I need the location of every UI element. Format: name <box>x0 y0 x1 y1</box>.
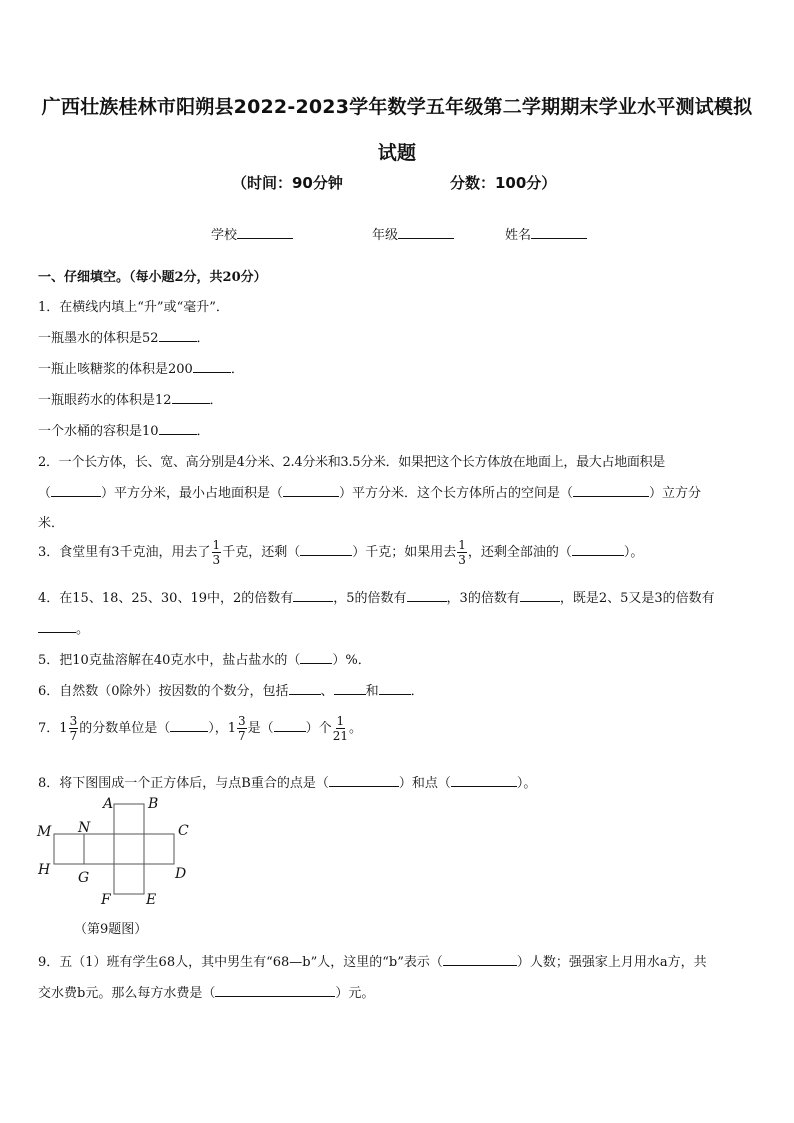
q9-text-a: 9．五（1）班有学生68人，其中男生有“68—b”人，这里的“b”表示（ <box>38 955 443 970</box>
fraction-numerator: 1 <box>458 538 466 552</box>
answer-blank <box>215 984 335 997</box>
label-n: N <box>78 820 91 836</box>
q7-text-f: 。 <box>348 721 362 736</box>
q2-text-b: ）平方分米，最小占地面积是（ <box>101 486 284 501</box>
cube-net-lines <box>54 804 174 894</box>
fraction-denominator: 3 <box>212 553 221 567</box>
fraction-denominator: 21 <box>332 729 348 743</box>
q1-item-d <box>38 420 210 439</box>
fraction-denominator: 7 <box>238 729 246 743</box>
q2-line3: 米． <box>38 516 65 531</box>
label-h: H <box>38 862 51 878</box>
mixed-number-whole: 1 <box>227 721 237 736</box>
mixed-number-whole: 1 <box>59 721 68 736</box>
school-blank <box>237 225 293 239</box>
answer-blank <box>572 543 624 556</box>
q6 <box>38 680 424 699</box>
q3-text-c: ）千克；如果用去 <box>352 545 457 560</box>
q5-text-b: ）%． <box>332 653 371 668</box>
q9-line1 <box>38 951 707 970</box>
fraction-numerator: 1 <box>212 538 221 552</box>
fraction-three-sevenths <box>237 714 247 743</box>
q3-text-d: ，还剩全部油的（ <box>467 545 572 560</box>
q4-text-d: ，既是2、5又是3的倍数有 <box>559 591 715 606</box>
figure-caption: （第9题图） <box>74 922 148 937</box>
name-field <box>505 224 587 243</box>
label-f: F <box>101 892 111 908</box>
answer-blank <box>38 620 76 633</box>
section-heading: 一、仔细填空。（每小题2分，共20分） <box>38 270 267 285</box>
q2-text-d: ）立方分 <box>649 486 702 501</box>
net-square-4 <box>144 834 174 864</box>
answer-blank <box>379 682 411 695</box>
q4-line2 <box>38 618 89 637</box>
q5 <box>38 649 371 668</box>
q4-text-c: ，3的倍数有 <box>446 591 520 606</box>
q8-text-b: ）和点（ <box>398 776 451 791</box>
q1-item-b <box>38 358 244 377</box>
q1-b-text: 一瓶止咳糖浆的体积是200 <box>38 362 193 377</box>
q3-text-e: ）。 <box>623 545 644 560</box>
label-a: A <box>103 796 114 812</box>
cube-net-figure <box>36 792 206 912</box>
grade-field <box>372 224 454 243</box>
q2-line2 <box>38 482 701 501</box>
score-label: 分数：100分） <box>450 174 557 192</box>
q2-line1: 2．一个长方体，长、宽、高分别是4分米、2.4分米和3.5分米．如果把这个长方体放在地面上，最大占地面积是 <box>38 455 665 470</box>
grade-blank <box>398 225 454 239</box>
fraction-one-third <box>457 538 467 567</box>
q6-text-d: ． <box>410 684 424 699</box>
q6-text-a: 6．自然数（0除外）按因数的个数分，包括 <box>38 684 289 699</box>
q8-text-c: ）。 <box>516 776 537 791</box>
label-g: G <box>78 870 90 886</box>
q9-line2 <box>38 982 374 1001</box>
q7-text-c: ）， <box>208 721 228 736</box>
q1-item-c <box>38 389 223 408</box>
q3 <box>38 538 643 568</box>
answer-blank <box>170 719 208 732</box>
q4-line1 <box>38 587 715 606</box>
answer-blank <box>573 484 649 497</box>
school-field <box>211 224 293 243</box>
q2-paren: （ <box>38 486 52 501</box>
q4-text-b: ，5的倍数有 <box>333 591 407 606</box>
fraction-numerator: 1 <box>336 714 345 728</box>
answer-blank <box>293 589 333 602</box>
q8-text-a: 8．将下图围成一个正方体后，与点B重合的点是（ <box>38 776 329 791</box>
q1-c-text: 一瓶眼药水的体积是12 <box>38 393 172 408</box>
q7 <box>38 712 362 746</box>
fraction-three-sevenths <box>69 714 79 743</box>
label-m: M <box>37 824 52 840</box>
q9-text-c: 交水费b元。那么每方水费是（ <box>38 986 216 1001</box>
net-square-1 <box>54 834 84 864</box>
net-square-3 <box>114 834 144 864</box>
answer-blank <box>289 682 321 695</box>
answer-blank <box>300 651 332 664</box>
answer-blank <box>451 774 517 787</box>
q7-text-e: ）个 <box>305 721 332 736</box>
q4-text-e: 。 <box>76 622 90 637</box>
q9-text-d: ）元。 <box>335 986 375 1001</box>
answer-blank <box>334 682 366 695</box>
q7-text-d: 是（ <box>247 721 274 736</box>
label-b: B <box>148 796 159 812</box>
q1-a-text: 一瓶墨水的体积是52 <box>38 331 159 346</box>
answer-blank <box>274 719 306 732</box>
label-d: D <box>175 866 187 882</box>
q5-text-a: 5．把10克盐溶解在40克水中，盐占盐水的（ <box>38 653 301 668</box>
q7-text-b: 的分数单位是（ <box>79 721 171 736</box>
page-title: 广西壮族桂林市阳朔县2022-2023学年数学五年级第二学期期末学业水平测试模拟试题 <box>41 96 753 164</box>
answer-blank <box>329 774 399 787</box>
q7-text-a: 7． <box>38 721 60 736</box>
net-square-bottom <box>114 864 144 894</box>
name-blank <box>531 225 587 239</box>
fraction-numerator: 3 <box>238 714 246 728</box>
fraction-one-third <box>212 538 222 567</box>
q1-item-a <box>38 327 210 346</box>
fraction-one-twentyfirst <box>333 714 348 743</box>
q3-text-a: 3．食堂里有3千克油，用去了 <box>38 545 211 560</box>
fraction-denominator: 3 <box>458 553 466 567</box>
q1-d-text: 一个水桶的容积是10 <box>38 424 159 439</box>
q2-text-c: ）平方分米．这个长方体所占的空间是（ <box>339 486 574 501</box>
label-c: C <box>178 823 189 839</box>
q1-end: ． <box>196 424 210 439</box>
answer-blank <box>159 422 197 435</box>
fraction-denominator: 7 <box>69 729 78 743</box>
q1-end: ． <box>196 331 210 346</box>
label-e: E <box>146 892 157 908</box>
answer-blank <box>300 543 352 556</box>
answer-blank <box>172 391 210 404</box>
answer-blank <box>283 484 339 497</box>
fraction-numerator: 3 <box>69 714 78 728</box>
answer-blank <box>520 589 560 602</box>
answer-blank <box>407 589 447 602</box>
q4-text-a: 4．在15、18、25、30、19中，2的倍数有 <box>38 591 294 606</box>
answer-blank <box>443 953 517 966</box>
name-label: 姓名 <box>505 228 532 243</box>
answer-blank <box>193 360 231 373</box>
q1-stem: 1．在横线内填上“升”或“毫升”． <box>38 300 229 315</box>
q9-text-b: ）人数；强强家上月用水a方，共 <box>516 955 707 970</box>
q1-end: ． <box>230 362 244 377</box>
q8 <box>38 772 536 791</box>
school-label: 学校 <box>211 228 238 243</box>
answer-blank <box>51 484 101 497</box>
q1-end: ． <box>209 393 223 408</box>
q6-text-c: 和 <box>365 684 379 699</box>
q3-text-b: 千克，还剩（ <box>222 545 301 560</box>
net-square-2 <box>84 834 114 864</box>
time-label: （时间：90分钟 <box>232 174 343 192</box>
q6-text-b: 、 <box>320 684 334 699</box>
net-square-top <box>114 804 144 834</box>
grade-label: 年级 <box>372 228 399 243</box>
answer-blank <box>159 329 197 342</box>
